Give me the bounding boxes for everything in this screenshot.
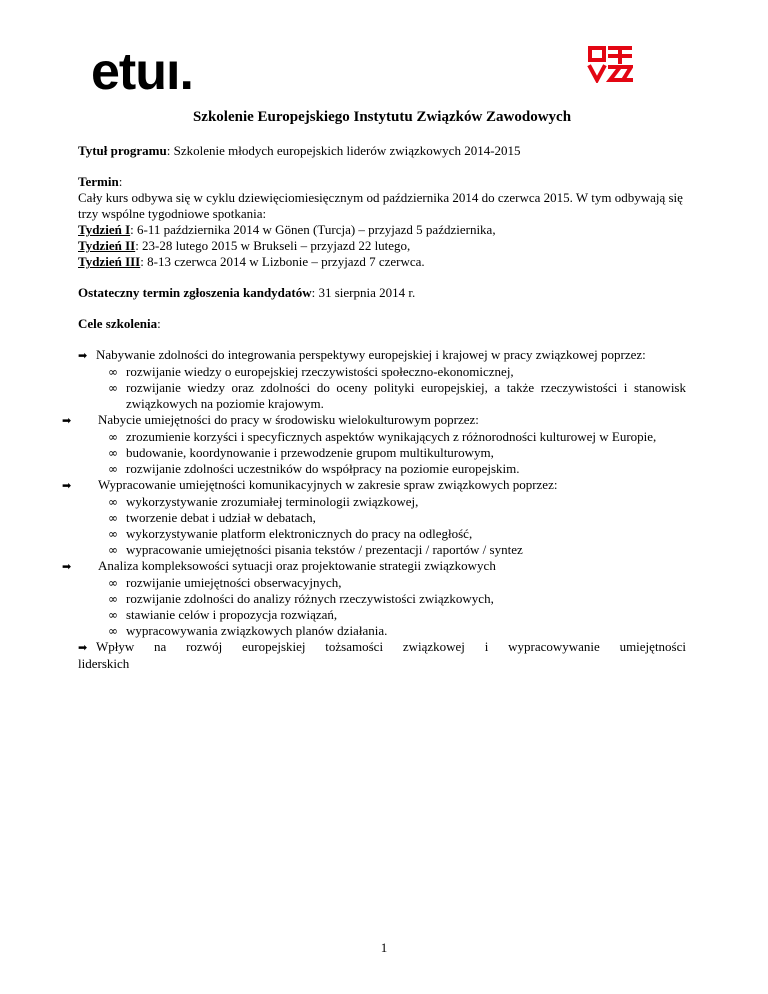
goal-3-text: Wypracowanie umiejętności komunikacyjnych w zakresie spraw związkowych poprzez: <box>98 477 558 492</box>
program-line <box>78 143 686 159</box>
program-value: : Szkolenie młodych europejskich liderów związkowych 2014-2015 <box>166 143 521 158</box>
week-1-text: : 6-11 października 2014 w Gönen (Turcja) – przyjazd 5 października, <box>130 222 496 237</box>
infinity-bullet-icon: ∞ <box>108 511 118 525</box>
goal-4-sub-1-text: rozwijanie umiejętności obserwacyjnych, <box>126 575 342 590</box>
goals-colon: : <box>157 316 161 331</box>
goal-2-sub-2 <box>78 445 686 461</box>
document-title: Szkolenie Europejskiego Instytutu Związków Zawodowych <box>192 109 572 125</box>
program-label: Tytuł programu <box>78 143 167 158</box>
infinity-bullet-icon: ∞ <box>108 576 118 590</box>
week-2 <box>78 238 686 254</box>
arrow-right-icon: ➡ <box>62 560 72 573</box>
infinity-bullet-icon: ∞ <box>108 543 118 557</box>
goal-4-sub-2-text: rozwijanie zdolności do analizy różnych rzeczywistości związkowych, <box>126 591 494 606</box>
goal-2-sub-1 <box>78 429 686 445</box>
goal-3-sub-2-text: tworzenie debat i udział w debatach, <box>126 510 316 525</box>
deadline-line <box>78 285 686 301</box>
goal-2-sub-3-text: rozwijanie zdolności uczestników do współpracy na poziomie europejskim. <box>126 461 520 476</box>
etui-logo: etuı. <box>91 43 193 101</box>
week-2-label: Tydzień II <box>78 238 136 253</box>
goal-5-text: Wpływ na rozwój europejskiej tożsamości związkowej i wypracowywanie umiejętności <box>96 639 686 654</box>
infinity-bullet-icon: ∞ <box>108 462 118 476</box>
termin-label: Termin <box>78 174 119 189</box>
arrow-right-icon: ➡ <box>62 479 72 492</box>
goal-4 <box>62 558 686 575</box>
goal-4-sub-4 <box>78 623 686 639</box>
goal-1 <box>78 347 686 364</box>
deadline-label: Ostateczny termin zgłoszenia kandydatów <box>78 285 312 300</box>
goal-3-sub-3-text: wykorzystywanie platform elektronicznych do pracy na odległość, <box>126 526 473 541</box>
goal-1-sub-2 <box>78 380 686 412</box>
goal-4-text: Analiza kompleksowości sytuacji oraz projektowanie strategii związkowych <box>98 558 496 573</box>
infinity-bullet-icon: ∞ <box>108 495 118 509</box>
week-2-text: : 23-28 lutego 2015 w Brukseli – przyjazd 22 lutego, <box>135 238 411 253</box>
goal-4-sub-3 <box>78 607 686 623</box>
goals-heading <box>78 316 686 332</box>
goal-4-sub-3-text: stawianie celów i propozycja rozwiązań, <box>126 607 338 622</box>
deadline-value: : 31 sierpnia 2014 r. <box>311 285 416 300</box>
goal-2-text: Nabycie umiejętności do pracy w środowisku wielokulturowym poprzez: <box>98 412 479 427</box>
goal-1-text: Nabywanie zdolności do integrowania perspektywy europejskiej i krajowej w pracy związkowej poprzez: <box>96 347 646 362</box>
opzz-logo <box>587 45 633 83</box>
arrow-right-icon: ➡ <box>62 414 72 427</box>
goal-3-sub-4-text: wypracowanie umiejętności pisania tekstów / prezentacji / raportów / syntez <box>126 542 523 557</box>
goal-3-sub-1 <box>78 494 686 510</box>
week-1-label: Tydzień I <box>78 222 131 237</box>
goal-3-sub-2 <box>78 510 686 526</box>
goal-5-line-1 <box>78 639 686 656</box>
infinity-bullet-icon: ∞ <box>108 365 118 379</box>
document-body <box>62 109 686 672</box>
infinity-bullet-icon: ∞ <box>108 608 118 622</box>
infinity-bullet-icon: ∞ <box>108 446 118 460</box>
week-3-label: Tydzień III <box>78 254 141 269</box>
goal-5-line-2: liderskich <box>78 656 130 671</box>
goal-1-sub-1-text: rozwijanie wiedzy o europejskiej rzeczywistości społeczno-ekonomicznej, <box>126 364 514 379</box>
goal-3-sub-1-text: wykorzystywanie zrozumiałej terminologii związkowej, <box>126 494 419 509</box>
infinity-bullet-icon: ∞ <box>108 430 118 444</box>
termin-heading <box>78 174 686 190</box>
goal-4-sub-2 <box>78 591 686 607</box>
infinity-bullet-icon: ∞ <box>108 592 118 606</box>
infinity-bullet-icon: ∞ <box>108 527 118 541</box>
termin-colon: : <box>118 174 123 189</box>
goal-3-sub-3 <box>78 526 686 542</box>
week-3-text: : 8-13 czerwca 2014 w Lizbonie – przyjazd 7 czerwca. <box>140 254 425 269</box>
week-1 <box>78 222 686 238</box>
goal-3-sub-4 <box>78 542 686 558</box>
goal-3 <box>62 477 686 494</box>
termin-desc: Cały kurs odbywa się w cyklu dziewięciomiesięcznym od października 2014 do czerwca 2015. W tym odbywają się trzy wspólne tygodniowe spotkania: <box>78 190 683 221</box>
goal-2-sub-3 <box>78 461 686 477</box>
arrow-right-icon: ➡ <box>78 349 88 362</box>
infinity-bullet-icon: ∞ <box>108 624 118 638</box>
goals-label: Cele szkolenia <box>78 316 158 331</box>
week-3 <box>78 254 686 270</box>
infinity-bullet-icon: ∞ <box>108 381 118 395</box>
goal-1-sub-2-text: rozwijanie wiedzy oraz zdolności do oceny polityki europejskiej, a także rzeczywistości i stanowisk związkowych na poziomie krajowym. <box>126 380 686 411</box>
goal-2-sub-2-text: budowanie, koordynowanie i przewodzenie grupom multikulturowym, <box>126 445 494 460</box>
goal-1-sub-1 <box>78 364 686 380</box>
goal-4-sub-4-text: wypracowywania związkowych planów działania. <box>126 623 388 638</box>
arrow-right-icon: ➡ <box>78 641 88 654</box>
goal-2-sub-1-text: zrozumienie korzyści i specyficznych aspektów wynikających z różnorodności kulturowej w Europie, <box>126 429 657 444</box>
page-number: 1 <box>380 940 388 955</box>
goal-4-sub-1 <box>78 575 686 591</box>
goal-2 <box>62 412 686 429</box>
